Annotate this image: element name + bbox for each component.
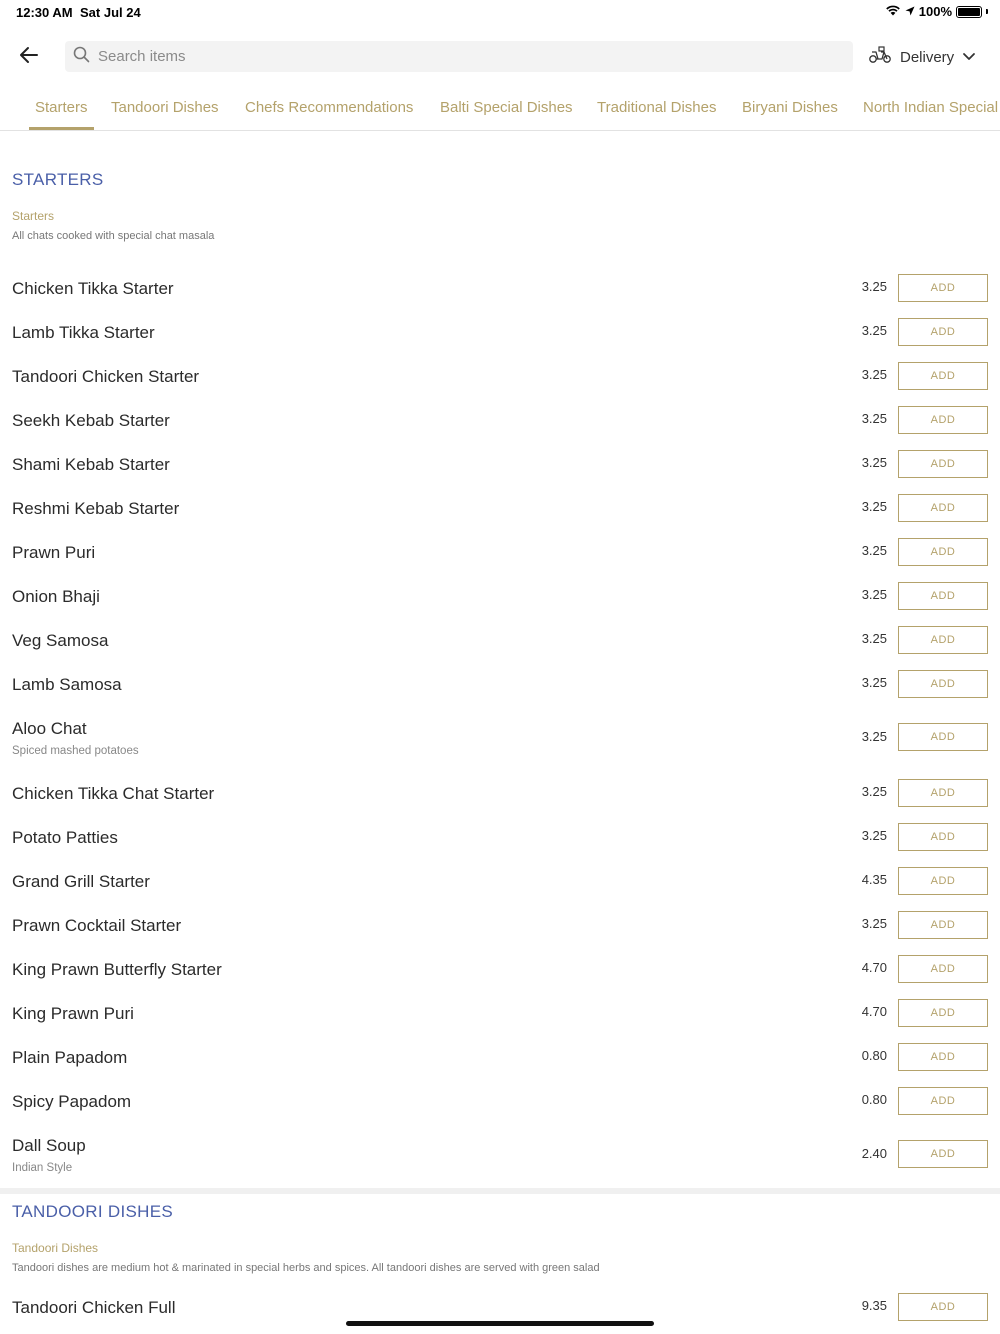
section-subtitle: Starters (12, 209, 55, 223)
item-name: Onion Bhaji (12, 587, 100, 606)
add-button[interactable]: ADD (898, 955, 988, 983)
item-price: 3.25 (861, 784, 887, 799)
item-price: 3.25 (861, 279, 887, 294)
add-button[interactable]: ADD (898, 1043, 988, 1071)
item-price: 3.25 (861, 543, 887, 558)
menu-item (0, 662, 1000, 706)
active-tab-indicator (29, 127, 94, 130)
item-price: 3.25 (861, 828, 887, 843)
item-description: Spiced mashed potatoes (12, 745, 139, 757)
section-title: TANDOORI DISHES (12, 1202, 173, 1221)
item-price: 0.80 (861, 1092, 887, 1107)
menu-item (0, 486, 1000, 530)
status-time: 12:30 AM (16, 5, 73, 20)
item-price: 3.25 (861, 411, 887, 426)
menu-item (0, 991, 1000, 1035)
item-name: Chicken Tikka Chat Starter (12, 784, 215, 803)
item-price: 2.40 (861, 1146, 887, 1161)
item-name: Plain Papadom (12, 1048, 128, 1067)
tab-north-indian-special[interactable]: North Indian Special (863, 99, 999, 116)
tab-chefs-recommendations[interactable]: Chefs Recommendations (245, 99, 414, 116)
menu-item (0, 903, 1000, 947)
battery-tip (986, 9, 988, 14)
status-date: Sat Jul 24 (80, 5, 141, 20)
item-name: Tandoori Chicken Starter (12, 367, 200, 386)
menu-item (0, 530, 1000, 574)
menu-item (0, 442, 1000, 486)
item-name: Dall Soup (12, 1136, 86, 1155)
menu-item (0, 859, 1000, 903)
back-button[interactable] (14, 42, 44, 72)
menu-item (0, 815, 1000, 859)
add-button[interactable]: ADD (898, 779, 988, 807)
item-price: 3.25 (861, 631, 887, 646)
section-title: STARTERS (12, 170, 104, 189)
item-name: King Prawn Puri (12, 1004, 134, 1023)
search-icon (73, 46, 90, 68)
add-button[interactable]: ADD (898, 582, 988, 610)
item-name: Lamb Tikka Starter (12, 323, 155, 342)
battery-percent: 100% (918, 4, 952, 19)
menu-item (0, 771, 1000, 815)
menu-item (0, 398, 1000, 442)
menu-item (0, 1079, 1000, 1123)
item-price: 3.25 (861, 367, 887, 382)
add-button[interactable]: ADD (898, 362, 988, 390)
scooter-icon (868, 46, 892, 68)
item-price: 4.70 (861, 960, 887, 975)
item-price: 4.70 (861, 1004, 887, 1019)
back-arrow-icon (19, 46, 39, 69)
item-price: 3.25 (861, 675, 887, 690)
menu-item (0, 706, 1000, 771)
tab-traditional-dishes[interactable]: Traditional Dishes (597, 99, 717, 116)
add-button[interactable]: ADD (898, 999, 988, 1027)
item-name: Potato Patties (12, 828, 118, 847)
menu-item (0, 310, 1000, 354)
add-button[interactable]: ADD (898, 450, 988, 478)
item-description: Indian Style (12, 1162, 73, 1174)
item-name: Reshmi Kebab Starter (12, 499, 180, 518)
add-button[interactable]: ADD (898, 494, 988, 522)
battery-icon (956, 6, 982, 18)
item-name: Aloo Chat (12, 719, 87, 738)
add-button[interactable]: ADD (898, 1087, 988, 1115)
section-divider (0, 1188, 1000, 1194)
status-bar (0, 0, 1000, 24)
wifi-icon (885, 4, 901, 19)
item-name: Seekh Kebab Starter (12, 411, 170, 430)
add-button[interactable]: ADD (898, 1140, 988, 1168)
section-description: Tandoori dishes are medium hot & marinated in special herbs and spices. All tandoori dishes are served with green salad (12, 1262, 600, 1274)
add-button[interactable]: ADD (898, 318, 988, 346)
item-price: 3.25 (861, 323, 887, 338)
add-button[interactable]: ADD (898, 823, 988, 851)
item-name: Grand Grill Starter (12, 872, 150, 891)
item-name: Prawn Cocktail Starter (12, 916, 182, 935)
item-price: 3.25 (861, 916, 887, 931)
add-button[interactable]: ADD (898, 723, 988, 751)
search-bar[interactable] (65, 41, 853, 72)
add-button[interactable]: ADD (898, 867, 988, 895)
item-name: King Prawn Butterfly Starter (12, 960, 222, 979)
tab-starters[interactable]: Starters (35, 99, 88, 116)
item-name: Tandoori Chicken Full (12, 1298, 176, 1317)
item-name: Veg Samosa (12, 631, 109, 650)
section-subtitle: Tandoori Dishes (12, 1241, 99, 1255)
search-input[interactable] (98, 48, 838, 65)
add-button[interactable]: ADD (898, 626, 988, 654)
menu-item (0, 618, 1000, 662)
menu-item (0, 1035, 1000, 1079)
menu-item (0, 574, 1000, 618)
menu-item (0, 266, 1000, 310)
add-button[interactable]: ADD (898, 274, 988, 302)
item-price: 0.80 (861, 1048, 887, 1063)
add-button[interactable]: ADD (898, 538, 988, 566)
tab-balti-special-dishes[interactable]: Balti Special Dishes (440, 99, 573, 116)
item-price: 3.25 (861, 499, 887, 514)
menu-item (0, 354, 1000, 398)
item-name: Prawn Puri (12, 543, 96, 562)
add-button[interactable]: ADD (898, 1293, 988, 1321)
item-price: 3.25 (861, 587, 887, 602)
home-indicator (346, 1321, 654, 1326)
add-button[interactable]: ADD (898, 670, 988, 698)
add-button[interactable]: ADD (898, 911, 988, 939)
section-description: All chats cooked with special chat masala (12, 230, 215, 242)
item-name: Lamb Samosa (12, 675, 122, 694)
item-price: 9.35 (861, 1298, 887, 1313)
menu-item (0, 1123, 1000, 1188)
item-price: 4.35 (861, 872, 887, 887)
item-name: Chicken Tikka Starter (12, 279, 174, 298)
delivery-label: Delivery (900, 48, 955, 66)
delivery-selector[interactable] (868, 42, 976, 72)
item-name: Shami Kebab Starter (12, 455, 170, 474)
item-name: Spicy Papadom (12, 1092, 132, 1111)
item-price: 3.25 (861, 729, 887, 744)
tab-tandoori-dishes[interactable]: Tandoori Dishes (111, 99, 219, 116)
location-arrow-icon (905, 4, 915, 19)
add-button[interactable]: ADD (898, 406, 988, 434)
header (0, 38, 1000, 76)
category-tabs (0, 90, 1000, 131)
tab-biryani-dishes[interactable]: Biryani Dishes (742, 99, 838, 116)
status-indicators (885, 4, 988, 19)
item-price: 3.25 (861, 455, 887, 470)
menu-item (0, 947, 1000, 991)
chevron-down-icon (962, 49, 976, 66)
